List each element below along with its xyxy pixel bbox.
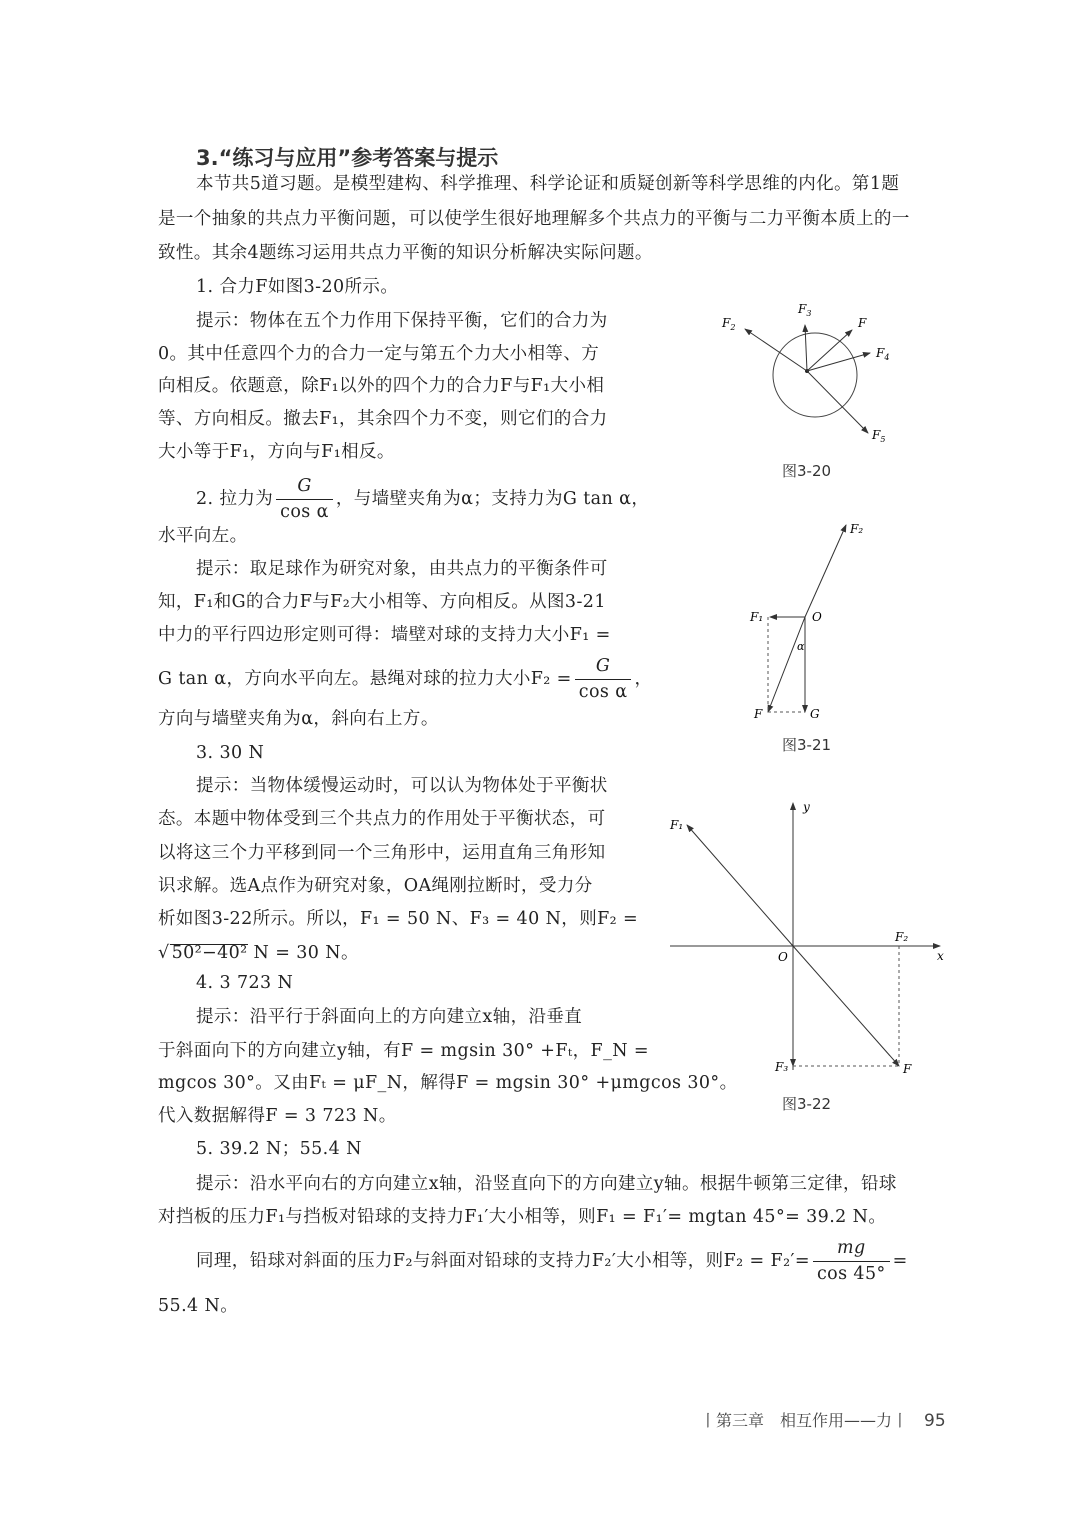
q2-answer-pre: 2. 拉力为	[196, 489, 274, 509]
fig321-label-g: G	[810, 707, 820, 721]
q2-hint-fraction	[575, 656, 632, 703]
q3-answer: 3. 30 N	[196, 743, 265, 763]
fig322-label-f: F	[903, 1062, 912, 1076]
fig322-label-f3: F₃	[775, 1060, 789, 1074]
page-footer	[700, 1408, 946, 1431]
q5-hint-1: 提示：沿水平向右的方向建立x轴，沿竖直向下的方向建立y轴。根据牛顿第三定律，铅球	[196, 1174, 897, 1194]
q1-hint-1: 提示：物体在五个力作用下保持平衡，它们的合力为	[196, 311, 608, 331]
q2-answer	[196, 476, 649, 523]
q5-frac-den: cos 45°	[816, 1264, 886, 1284]
q4-hint-3: mgcos 30°。又由Fₜ = μF_N，解得F = mgsin 30° +μmgcos 30°。	[158, 1073, 738, 1093]
q1-hint-5: 大小等于F₁，方向与F₁相反。	[158, 442, 395, 462]
q5-line-3	[196, 1238, 908, 1285]
fig321-label-f: F	[754, 707, 763, 721]
q2-hint-frac-den: cos α	[578, 682, 628, 702]
fig322-label-o: O	[778, 950, 788, 964]
fig321-label-f2: F₂	[850, 522, 864, 536]
q2-answer-line2: 水平向左。	[158, 526, 248, 546]
q1-answer: 1. 合力F如图3-20所示。	[196, 277, 399, 297]
fig320-label-f5: $F_5$	[872, 428, 886, 444]
q5-frac-num: mg	[813, 1238, 890, 1262]
q5-line-4: 55.4 N。	[158, 1296, 239, 1316]
fig320-label-f: F	[858, 316, 867, 330]
q2-hint-4-pre: G tan α，方向水平向左。悬绳对球的拉力大小F₂ =	[158, 669, 572, 689]
q3-sqrt-line	[158, 944, 359, 963]
q3-hint-4: 识求解。选A点作为研究对象，OA绳刚拉断时，受力分	[158, 876, 593, 896]
q1-hint-4: 等、方向相反。撤去F₁，其余四个力不变，则它们的合力	[158, 409, 608, 429]
fig322-label-f1: F₁	[670, 818, 684, 832]
section-title: 3.“练习与应用”参考答案与提示	[196, 146, 499, 170]
fig321-arrow-f2	[805, 525, 846, 617]
q4-hint-4: 代入数据解得F = 3 723 N。	[158, 1106, 397, 1126]
fig320-arrow-f2	[745, 329, 807, 371]
fig321-arrow-f	[768, 617, 805, 712]
fig320-caption: 图3-20	[782, 462, 832, 480]
intro-line-1: 本节共5道习题。是模型建构、科学推理、科学论证和质疑创新等科学思维的内化。第1题	[196, 174, 900, 194]
fig322-arrow-f	[793, 946, 899, 1066]
fig322-label-f2: F₂	[895, 930, 909, 944]
q5-hint-2: 对挡板的压力F₁与挡板对铅球的支持力F₁′大小相等，则F₁ = F₁′= mgtan 45°= 39.2 N。	[158, 1207, 887, 1227]
q4-hint-1: 提示：沿平行于斜面向上的方向建立x轴，沿垂直	[196, 1007, 583, 1027]
fig321-label-f1: F₁	[750, 610, 764, 624]
q2-hint-2: 知，F₁和G的合力F与F₂大小相等、方向相反。从图3-21	[158, 592, 606, 612]
fig320-label-f4: $F_4$	[876, 346, 890, 362]
sqrt-sign: √	[158, 943, 170, 963]
q2-hint-5: 方向与墙壁夹角为α，斜向右上方。	[158, 709, 439, 729]
q2-hint-4-post: ，	[634, 669, 653, 689]
q3-sqrt-post: N = 30 N。	[247, 943, 359, 963]
q3-hint-5: 析如图3-22所示。所以，F₁ = 50 N、F₃ = 40 N，则F₂ =	[158, 909, 639, 929]
q2-hint-frac-num: G	[575, 656, 632, 680]
q5-line3-pre: 同理，铅球对斜面的压力F₂与斜面对铅球的支持力F₂′大小相等，则F₂ = F₂′=	[196, 1251, 810, 1271]
fig320-arrow-f3	[805, 325, 807, 371]
q2-frac-num: G	[276, 476, 333, 500]
footer-chapter: 丨第三章 相互作用——力丨	[700, 1411, 909, 1430]
intro-line-2: 是一个抽象的共点力平衡问题，可以使学生很好地理解多个共点力的平衡与二力平衡本质上的一	[158, 209, 910, 229]
intro-line-3: 致性。其余4题练习运用共点力平衡的知识分析解决实际问题。	[158, 243, 653, 263]
fig320-label-f3: $F_3$	[798, 302, 812, 318]
q2-fraction	[276, 476, 333, 523]
fig322-arrow-f1	[687, 825, 793, 946]
fig320-arrow-f5	[807, 371, 868, 433]
figure-3-21	[740, 515, 880, 730]
fig322-label-x: x	[937, 949, 944, 963]
q3-hint-1: 提示：当物体缓慢运动时，可以认为物体处于平衡状	[196, 776, 608, 796]
q2-hint-4	[158, 656, 652, 703]
fig321-label-alpha: α	[797, 640, 805, 653]
q3-sqrt-content: 50²−40²	[171, 943, 248, 963]
q2-hint-3: 中力的平行四边形定则可得：墙壁对球的支持力大小F₁ =	[158, 625, 611, 645]
q4-hint-2: 于斜面向下的方向建立y轴，有F = mgsin 30° +Fₜ，F_N =	[158, 1041, 649, 1061]
page-number: 95	[924, 1411, 946, 1431]
q1-hint-3: 向相反。依题意，除F₁以外的四个力的合力F与F₁大小相	[158, 376, 605, 396]
fig320-label-f2: $F_2$	[722, 316, 736, 332]
figure-3-20	[700, 295, 920, 455]
q2-hint-1: 提示：取足球作为研究对象，由共点力的平衡条件可	[196, 559, 608, 579]
fig322-label-y: y	[803, 800, 810, 814]
q5-fraction	[813, 1238, 890, 1285]
fig321-caption: 图3-21	[782, 736, 832, 754]
q5-line3-post: =	[892, 1251, 908, 1271]
q1-hint-2: 0。其中任意四个力的合力一定与第五个力大小相等、方	[158, 344, 600, 364]
q5-answer: 5. 39.2 N；55.4 N	[196, 1139, 362, 1159]
q2-frac-den: cos α	[280, 502, 329, 522]
q3-hint-3: 以将这三个力平移到同一个三角形中，运用直角三角形知	[158, 843, 606, 863]
q2-answer-post: ，与墙壁夹角为α；支持力为G tan α，	[335, 489, 650, 509]
fig322-caption: 图3-22	[782, 1095, 832, 1113]
fig321-label-o: O	[812, 610, 822, 624]
fig320-circle	[773, 333, 857, 417]
q3-hint-2: 态。本题中物体受到三个共点力的作用处于平衡状态，可	[158, 809, 606, 829]
q4-answer: 4. 3 723 N	[196, 973, 294, 993]
figure-3-22	[665, 795, 955, 1085]
